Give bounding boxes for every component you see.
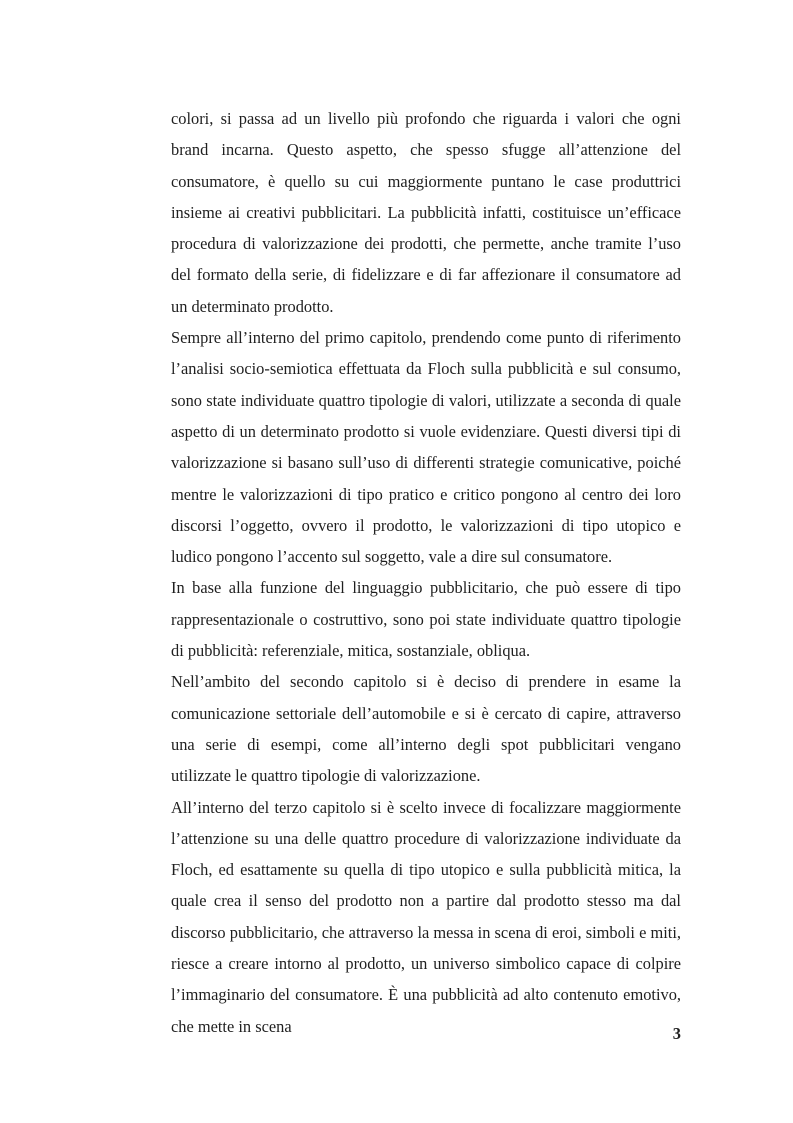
paragraph: Sempre all’interno del primo capitolo, prendendo come punto di riferimento l’analisi socio-semiotica effettuata da Floch sulla pubblicità e sul consumo, sono state individuate quattro tipologie di valori, utilizzate a seconda di quale aspetto di un determinato prodotto si vuole evidenziare. Questi diversi tipi di valorizzazione si basano sull’uso di differenti strategie comunicative, poiché mentre le valorizzazioni di tipo pratico e critico pongono al centro dei loro discorsi l’oggetto, ovvero il prodotto, le valorizzazioni di tipo utopico e ludico pongono l’accento sul soggetto, vale a dire sul consumatore.: [171, 328, 681, 567]
body-text: [171, 103, 681, 1042]
paragraph: All’interno del terzo capitolo si è scelto invece di focalizzare maggiormente l’attenzione su una delle quattro procedure di valorizzazione individuate da Floch, ed esattamente su quella di tipo utopico e sulla pubblicità mitica, la quale crea il senso del prodotto non a partire dal prodotto stesso ma dal discorso pubblicitario, che attraverso la messa in scena di eroi, simboli e miti, riesce a creare intorno al prodotto, un universo simbolico capace di colpire l’immaginario del consumatore. È una pubblicità ad alto contenuto emotivo, che mette in scena: [171, 797, 681, 1036]
paragraph: colori, si passa ad un livello più profondo che riguarda i valori che ogni brand incarna. Questo aspetto, che spesso sfugge all’attenzione del consumatore, è quello su cui maggiormente puntano le case produttrici insieme ai creativi pubblicitari. La pubblicità infatti, costituisce un’efficace procedura di valorizzazione dei prodotti, che permette, anche tramite l’uso del formato della serie, di fidelizzare e di far affezionare il consumatore ad un determinato prodotto.: [171, 109, 681, 316]
page-number: 3: [672, 1024, 681, 1043]
paragraph: In base alla funzione del linguaggio pubblicitario, che può essere di tipo rappresentazionale o costruttivo, sono poi state individuate quattro tipologie di pubblicità: referenziale, mitica, sostanziale, obliqua.: [171, 578, 681, 661]
paragraph: Nell’ambito del secondo capitolo si è deciso di prendere in esame la comunicazione settoriale dell’automobile e si è cercato di capire, attraverso una serie di esempi, come all’interno degli spot pubblicitari vengano utilizzate le quattro tipologie di valorizzazione.: [171, 672, 681, 786]
